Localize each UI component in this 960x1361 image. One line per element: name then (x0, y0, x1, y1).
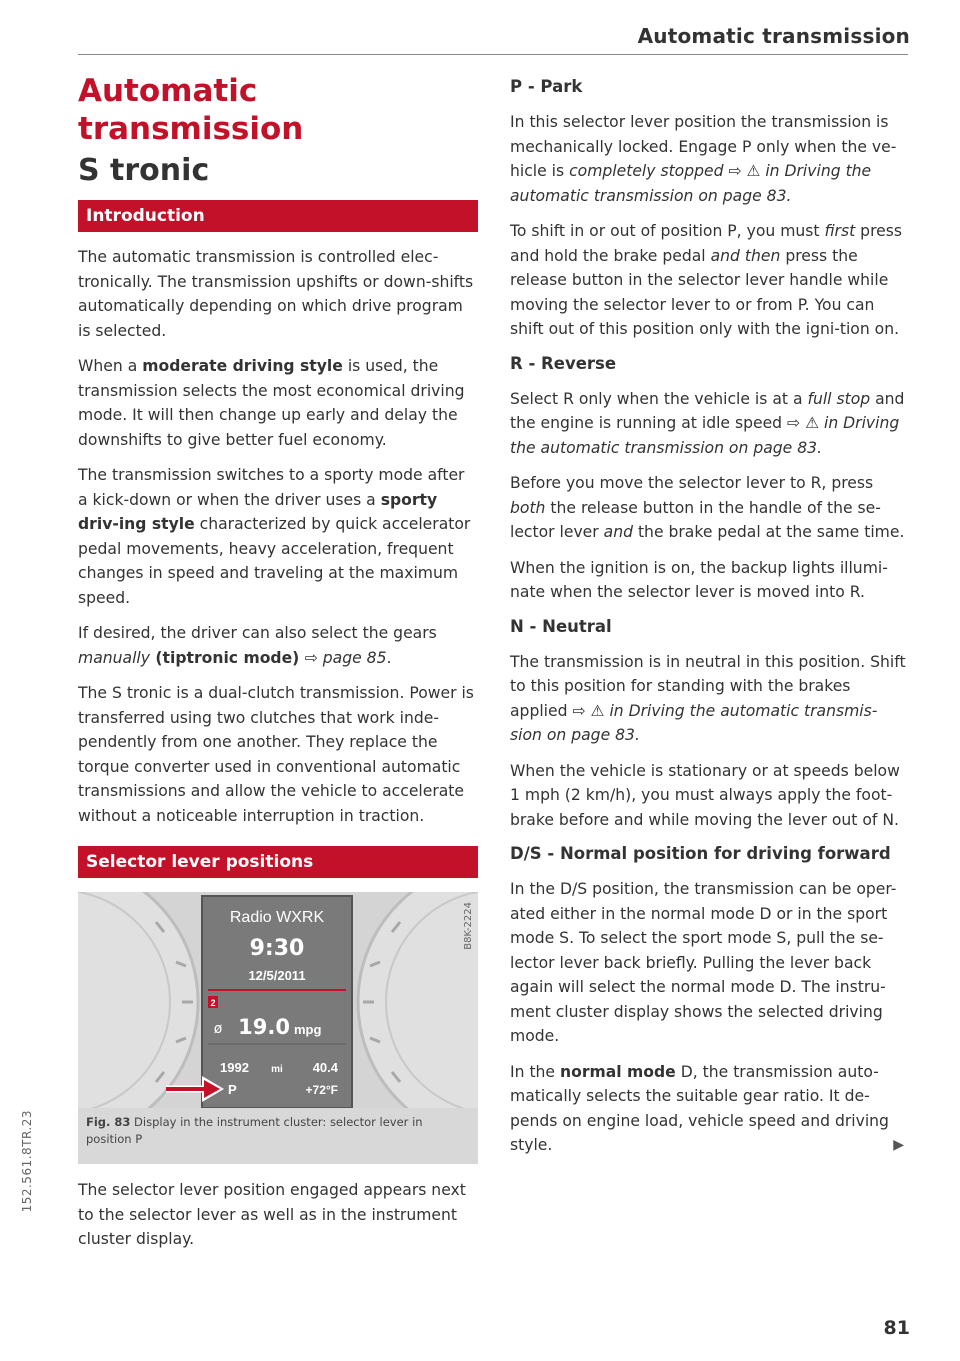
header-rule (78, 54, 908, 55)
consumption-value: 19.0 (238, 1015, 290, 1039)
figure-caption: Fig. 83 Display in the instrument cluster: selector lever in position P (78, 1108, 478, 1164)
radio-station-label: Radio WXRK (229, 909, 325, 926)
paragraph: Select R only when the vehicle is at a full stop and the engine is running at idle speed ⇨ ⚠ in Driving the automatic transmission on page 83. (510, 389, 905, 457)
park-heading: P - Park (510, 77, 583, 96)
consumption-unit: mpg (294, 1022, 322, 1037)
odometer-unit: mi (271, 1064, 283, 1075)
odometer-value: 1992 (220, 1060, 249, 1075)
page-title: Automatic transmission (78, 73, 304, 147)
reverse-heading: R - Reverse (510, 353, 617, 373)
selector-lever-heading: Selector lever positions (78, 846, 478, 878)
page-reference-link[interactable]: ⇨ page 85 (304, 648, 387, 667)
paragraph: The transmission switches to a sporty mode after a kick-down or when the driver uses a sporty driv-ing style characterized by quick accelerator pedal movements, heavy acceleration, frequent changes in speed and traveling at the maximum speed. (78, 466, 471, 607)
paragraph: In this selector lever position the transmission is mechanically locked. Engage P only when the ve-hicle is completely stopped ⇨ ⚠ in Driving the automatic transmission on page 83. (510, 113, 897, 205)
introduction-heading: Introduction (78, 200, 478, 232)
page-number: 81 (883, 1317, 910, 1339)
warning-reference-link[interactable]: ⇨ ⚠ in Driving the automatic transmission on page 83. (510, 162, 872, 205)
paragraph: The automatic transmission is controlled elec-tronically. The transmission upshifts or down-shifts automatically depending on which drive program is selected. (78, 248, 474, 340)
paragraph: When the ignition is on, the backup lights illumi-nate when the selector lever is moved into R. (510, 558, 888, 601)
right-column (510, 72, 908, 1169)
gear-position: P (228, 1082, 237, 1097)
instrument-cluster-illustration (78, 892, 478, 1108)
clock-time: 9:30 (249, 936, 305, 961)
page-subtitle: S tronic (78, 153, 210, 188)
gear-indicator-box: 2 (210, 998, 216, 1008)
document-code: 152.561.8TR.23 (20, 1110, 34, 1213)
paragraph: If desired, the driver can also select the gears manually (tiptronic mode) ⇨ page 85. (78, 624, 437, 667)
paragraph: The transmission is in neutral in this position. Shift to this position for standing with the brakes applied ⇨ ⚠ in Driving the automatic transmis-sion on page 83. (510, 652, 906, 744)
left-column (78, 72, 478, 1263)
paragraph: To shift in or out of position P, you must first press and hold the brake pedal and then press the release button in the selector lever handle while moving the selector lever to or from P. You can shift out of this position only with the igni-tion on. (510, 222, 902, 338)
paragraph: In the normal mode D, the transmission auto-matically selects the suitable gear ratio. It de-pends on engine load, vehicle speed and driving style. ▶ (510, 1060, 908, 1158)
outside-temperature: +72°F (305, 1083, 338, 1097)
paragraph: Before you move the selector lever to R, press both the release button in the handle of the se-lector lever and the brake pedal at the same time. (510, 474, 905, 541)
continue-arrow-icon: ▶ (893, 1137, 904, 1153)
drive-heading: D/S - Normal position for driving forward (510, 844, 891, 863)
trip-value: 40.4 (312, 1060, 338, 1075)
warning-reference-link[interactable]: in Driving the automatic transmis-sion on page 83. (510, 701, 878, 744)
paragraph: The S tronic is a dual-clutch transmission. Power is transferred using two clutches that work inde-pendently from one another. They replace the torque converter used in conventional automatic transmissions and allow the vehicle to accelerate without a noticeable interruption in traction. (78, 684, 474, 825)
running-header: Automatic transmission (637, 24, 910, 48)
average-symbol: ø (213, 1021, 223, 1037)
paragraph: The selector lever position engaged appears next to the selector lever as well as in the instrument cluster display. (78, 1181, 466, 1248)
paragraph: When a moderate driving style is used, the transmission selects the most economical driving mode. It will then change up early and delay the downshifts to give better fuel economy. (78, 357, 465, 449)
paragraph: In the D/S position, the transmission can be oper-ated either in the normal mode D or in the sport mode S. To select the sport mode S, pull the se-lector lever back briefly. Pulling the lever back again will select the normal mode D. The instru-ment cluster display shows the selected driving mode. (510, 880, 897, 1045)
neutral-heading: N - Neutral (510, 616, 612, 636)
warning-reference-link[interactable]: in Driving the automatic transmission on page 83. (510, 414, 900, 457)
figure-image-id: B8K-2224 (463, 902, 474, 950)
paragraph: When the vehicle is stationary or at speeds below 1 mph (2 km/h), you must always apply the foot-brake before and while moving the lever out of N. (510, 761, 900, 829)
instrument-cluster-figure (78, 892, 478, 1164)
date-readout: 12/5/2011 (248, 968, 306, 983)
